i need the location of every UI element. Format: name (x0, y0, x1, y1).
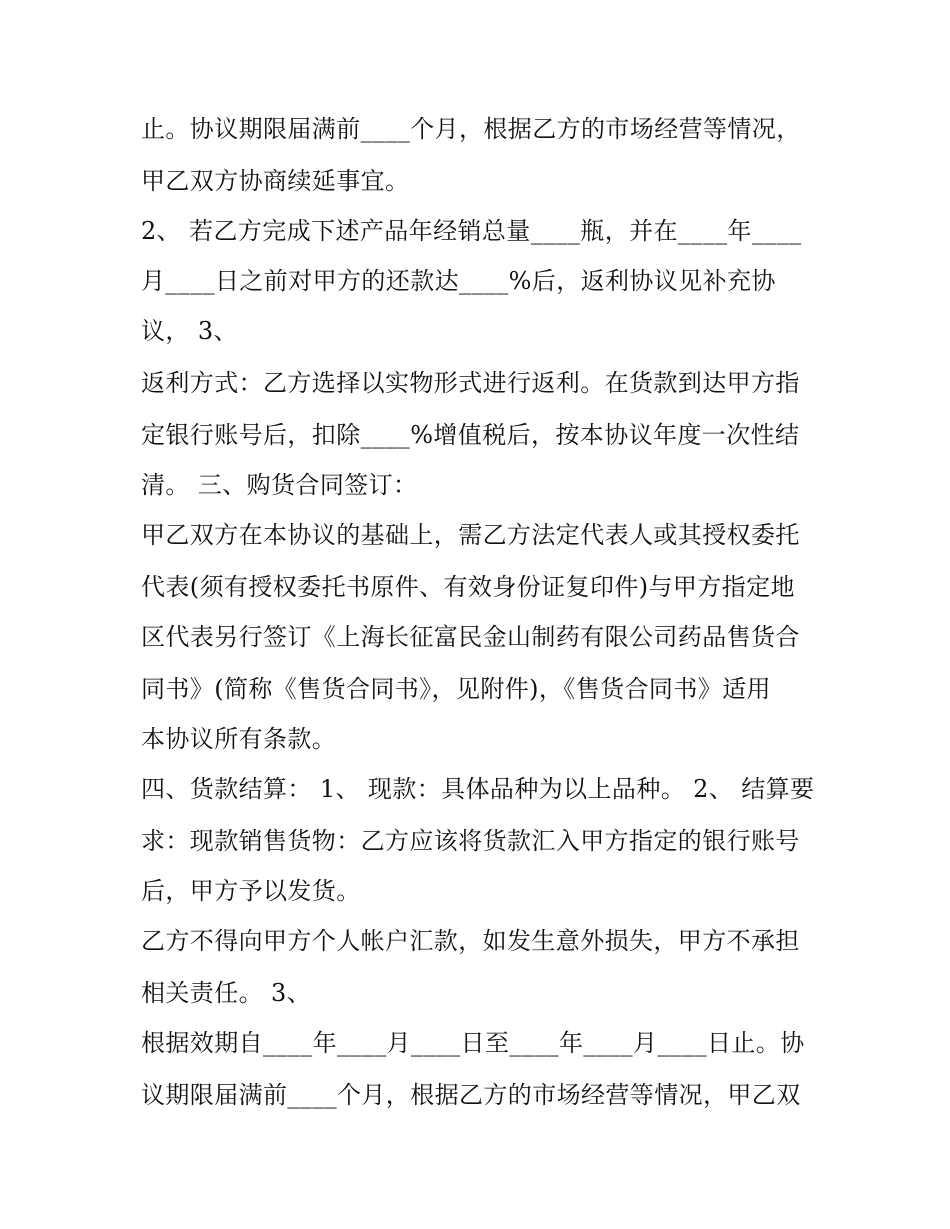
text-line: 2、 若乙方完成下述产品年经销总量____瓶，并在____年____ (141, 217, 802, 245)
text-line: 清。 三、购货合同签订： (141, 471, 418, 499)
text-line: 定银行账号后，扣除____%增值税后，按本协议年度一次性结 (141, 421, 800, 449)
text-line: 乙方不得向甲方个人帐户汇款，如发生意外损失，甲方不承担 (141, 927, 800, 955)
text-line: 后，甲方予以发货。 (141, 877, 361, 905)
text-line: 相关责任。 3、 (141, 979, 312, 1007)
text-line: 月____日之前对甲方的还款达____%后，返利协议见补充协 (141, 267, 776, 295)
text-line: 求：现款销售货物：乙方应该将货款汇入甲方指定的银行账号 (141, 827, 800, 855)
text-line: 甲乙双方在本协议的基础上，需乙方法定代表人或其授权委托 (141, 521, 800, 549)
text-line: 同书》(简称《售货合同书》，见附件)，《售货合同书》适用 (141, 675, 771, 703)
text-line: 议期限届满前____个月，根据乙方的市场经营等情况，甲乙双 (141, 1081, 801, 1109)
text-line: 止。协议期限届满前____个月，根据乙方的市场经营等情况， (141, 115, 801, 143)
text-line: 区代表另行签订《上海长征富民金山制药有限公司药品售货合 (141, 623, 800, 651)
text-line: 四、货款结算： 1、 现款：具体品种为以上品种。 2、 结算要 (141, 775, 815, 803)
text-line: 本协议所有条款。 (141, 725, 337, 753)
text-line: 返利方式：乙方选择以实物形式进行返利。在货款到达甲方指 (141, 369, 800, 397)
text-line: 议， 3、 (141, 317, 238, 345)
text-line: 代表(须有授权委托书原件、有效身份证复印件)与甲方指定地 (141, 573, 795, 601)
text-line: 甲乙双方协商续延事宜。 (141, 167, 410, 195)
text-line: 根据效期自____年____月____日至____年____月____日止。协 (141, 1029, 805, 1057)
